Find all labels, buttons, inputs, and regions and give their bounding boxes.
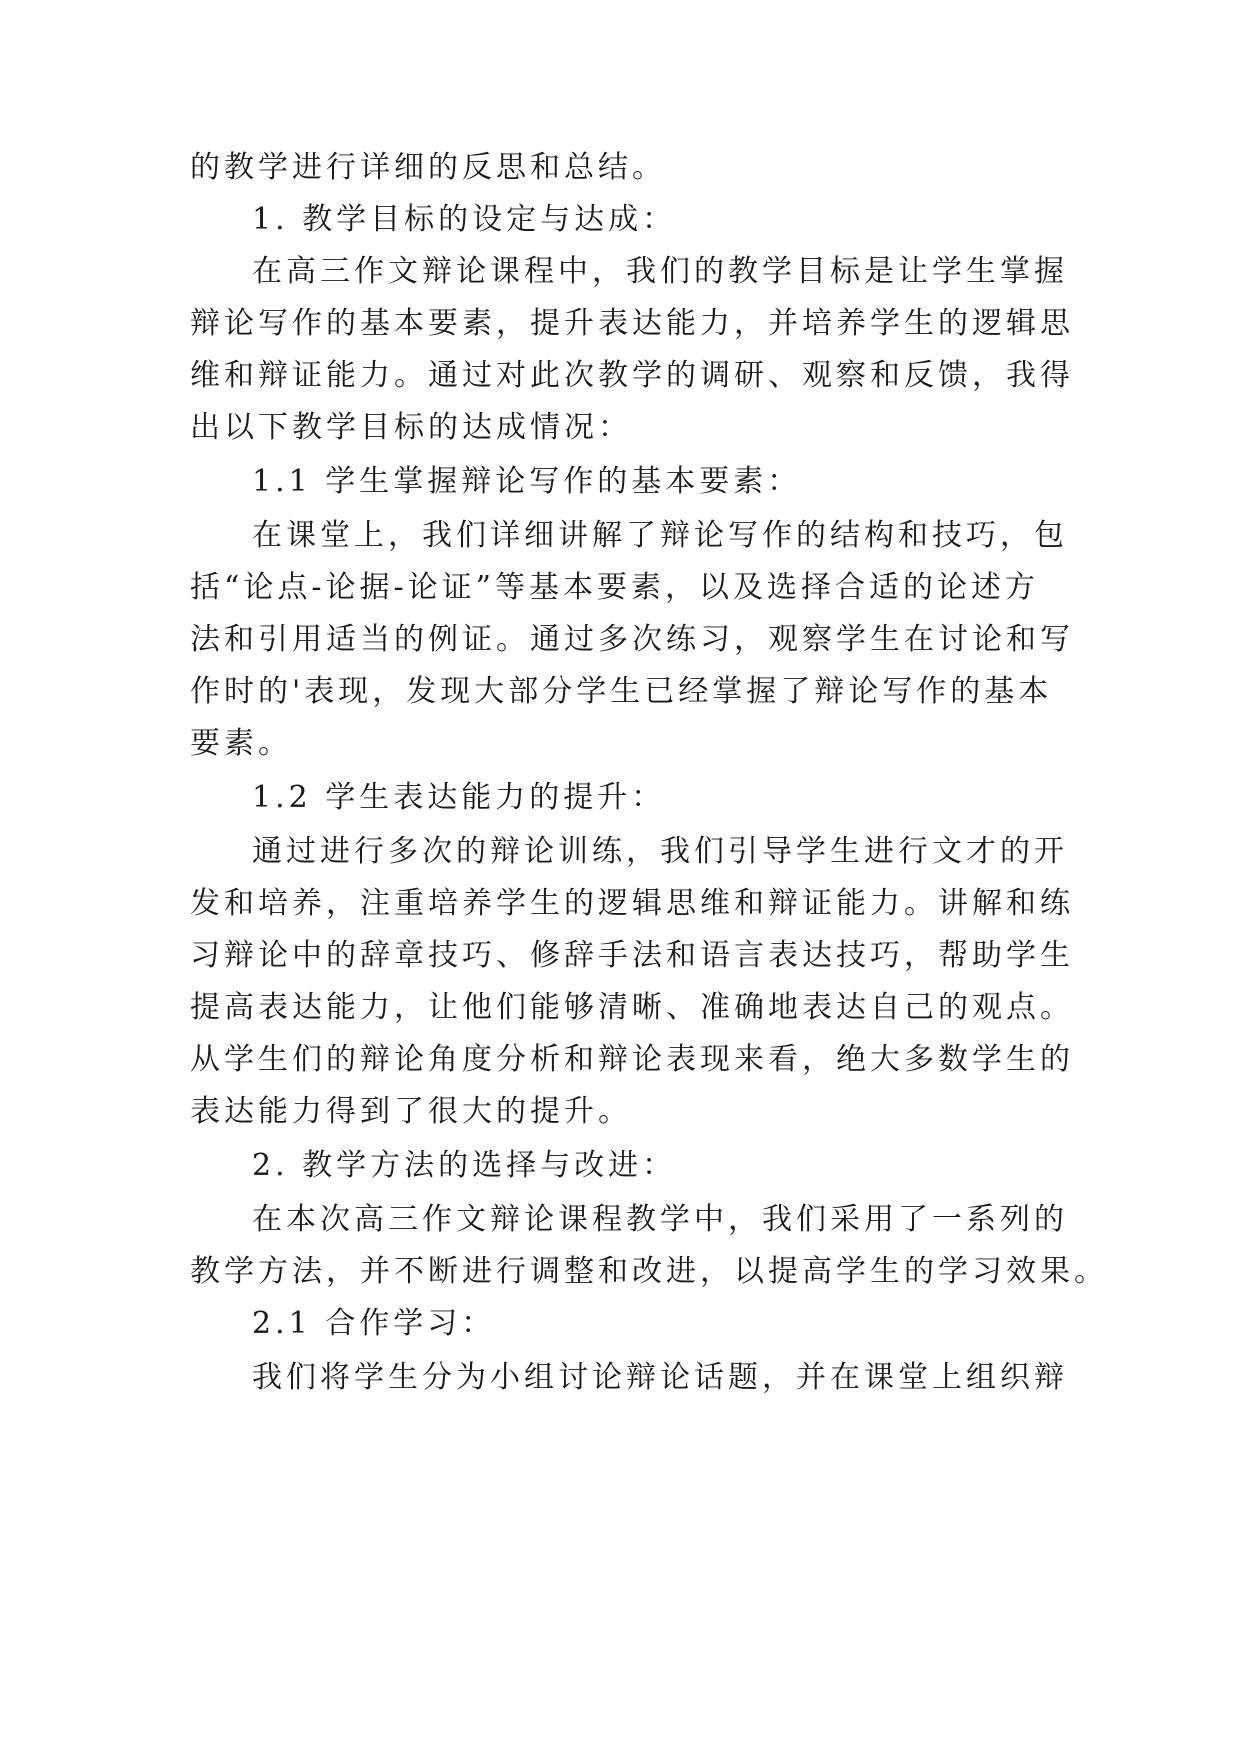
text-line: 在本次高三作文辩论课程教学中，我们采用了一系列的 <box>252 1202 1068 1237</box>
text-line: 教学方法，并不断进行调整和改进，以提高学生的学习效果。 <box>190 1254 1108 1289</box>
text-line: 出以下教学目标的达成情况： <box>190 410 632 445</box>
text-line: 作时的'表现，发现大部分学生已经掌握了辩论写作的基本 <box>190 674 1053 709</box>
text-line: 通过进行多次的辩论训练，我们引导学生进行文才的开 <box>252 834 1068 869</box>
subsection-heading: 1.2 学生表达能力的提升： <box>252 780 666 815</box>
text-line: 括“论点-论据-论证”等基本要素，以及选择合适的论述方 <box>190 570 1039 605</box>
text-line: 习辩论中的辞章技巧、修辞手法和语言表达技巧，帮助学生 <box>190 938 1074 973</box>
text-line: 从学生们的辩论角度分析和辩论表现来看，绝大多数学生的 <box>190 1042 1074 1077</box>
subsection-heading: 1.1 学生掌握辩论写作的基本要素： <box>252 464 802 499</box>
text-line: 发和培养，注重培养学生的逻辑思维和辩证能力。讲解和练 <box>190 886 1074 921</box>
section-heading: 2. 教学方法的选择与改进： <box>252 1148 677 1183</box>
text-line: 我们将学生分为小组讨论辩论话题，并在课堂上组织辩 <box>252 1360 1068 1395</box>
text-line: 辩论写作的基本要素，提升表达能力，并培养学生的逻辑思 <box>190 306 1074 341</box>
text-line: 在课堂上，我们详细讲解了辩论写作的结构和技巧，包 <box>252 518 1068 553</box>
text-line: 的教学进行详细的反思和总结。 <box>190 150 666 185</box>
text-line: 表达能力得到了很大的提升。 <box>190 1094 632 1129</box>
subsection-heading: 2.1 合作学习： <box>252 1306 496 1341</box>
text-line: 要素。 <box>190 726 292 761</box>
text-line: 在高三作文辩论课程中，我们的教学目标是让学生掌握 <box>252 254 1068 289</box>
text-line: 法和引用适当的例证。通过多次练习，观察学生在讨论和写 <box>190 622 1074 657</box>
text-line: 提高表达能力，让他们能够清晰、准确地表达自己的观点。 <box>190 990 1074 1025</box>
section-heading: 1. 教学目标的设定与达成： <box>252 202 677 237</box>
text-line: 维和辩证能力。通过对此次教学的调研、观察和反馈，我得 <box>190 358 1074 393</box>
